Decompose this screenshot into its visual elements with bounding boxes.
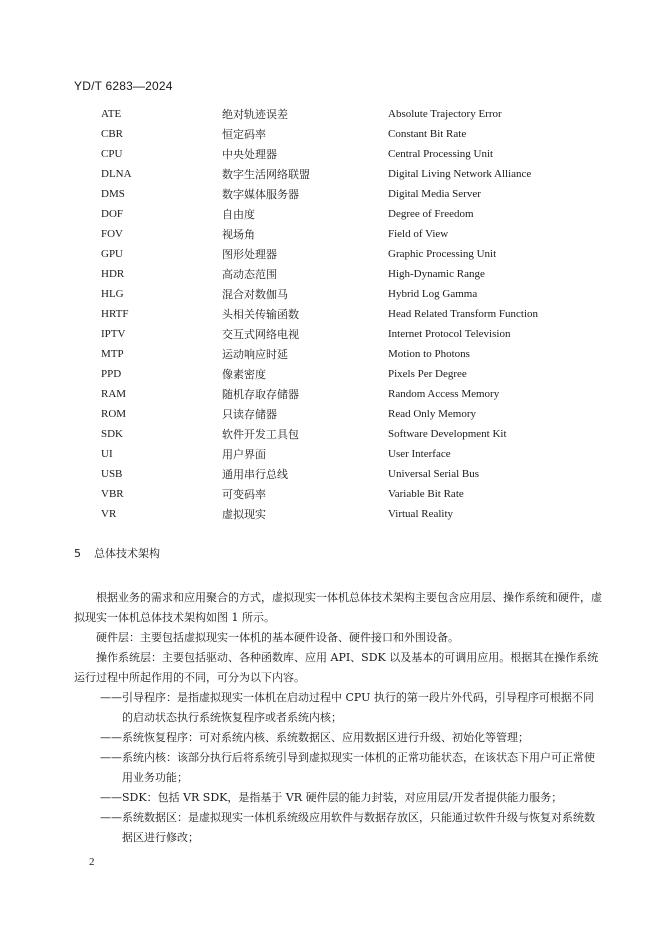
en-term-cell: Central Processing Unit [388,148,494,160]
list-item: ——系统恢复程序：可对系统内核、系统数据区、应用数据区进行升级、初始化等管理； [100,731,529,744]
table-row [101,144,621,164]
en-term-cell: Degree of Freedom [388,208,474,220]
en-term-cell: Universal Serial Bus [388,468,480,480]
cn-term-cell: 像素密度 [222,368,266,381]
section-title: 总体技术架构 [94,547,160,560]
paragraph: 根据业务的需求和应用聚合的方式，虚拟现实一体机总体技术架构主要包含应用层、操作系统和硬件，虚拟现实一体机总体技术架构如图 1 所示。 [74,591,602,624]
en-term-cell: Variable Bit Rate [388,488,464,500]
abbr-cell: DMS [101,188,125,200]
cn-term-cell: 虚拟现实 [222,508,266,521]
table-row [101,364,621,384]
en-term-cell: Field of View [388,228,449,240]
en-term-cell: Read Only Memory [388,408,476,420]
table-row [101,204,621,224]
table-row [101,424,621,444]
table-row [101,444,621,464]
paragraph: 硬件层：主要包括虚拟现实一体机的基本硬件设备、硬件接口和外围设备。 [96,631,459,644]
en-term-cell: Internet Protocol Television [388,328,511,340]
en-term-cell: Software Development Kit [388,428,507,440]
table-row [101,104,621,124]
en-term-cell: Hybrid Log Gamma [388,288,478,300]
abbr-cell: SDK [101,428,124,440]
en-term-cell: High-Dynamic Range [388,268,485,280]
abbr-cell: VBR [101,488,124,500]
abbr-cell: IPTV [101,328,126,340]
abbr-cell: HDR [101,268,125,280]
abbr-cell: UI [101,448,113,460]
abbr-cell: PPD [101,368,122,380]
cn-term-cell: 中央处理器 [222,148,277,161]
cn-term-cell: 头相关传输函数 [222,308,299,321]
section-heading [74,545,160,561]
table-row [101,224,621,244]
en-term-cell: Graphic Processing Unit [388,248,497,260]
en-term-cell: User Interface [388,448,451,460]
paragraph: 操作系统层：主要包括驱动、各种函数库、应用 API、SDK 以及基本的可调用应用。根据其在操作系统运行过程中所起作用的不同，可分为以下内容。 [74,651,599,684]
table-row [101,184,621,204]
cn-term-cell: 图形处理器 [222,248,277,261]
en-term-cell: Digital Media Server [388,188,481,200]
list-item: ——引导程序：是指虚拟现实一体机在启动过程中 CPU 执行的第一段片外代码，引导程序可根据不同的启动状态执行系统恢复程序或者系统内核； [100,691,594,724]
table-row [101,264,621,284]
list-item: ——SDK：包括 VR SDK，是指基于 VR 硬件层的能力封装，对应用层/开发者提供能力服务； [100,791,563,804]
cn-term-cell: 只读存储器 [222,408,277,421]
abbr-cell: ROM [101,408,127,420]
cn-term-cell: 自由度 [222,208,255,221]
cn-term-cell: 数字媒体服务器 [222,188,299,201]
abbr-cell: ATE [101,108,122,120]
list-item: ——系统内核：该部分执行后将系统引导到虚拟现实一体机的正常功能状态，在该状态下用户可正常使用业务功能； [100,751,595,784]
table-row [101,324,621,344]
en-term-cell: Absolute Trajectory Error [388,108,502,120]
section-body [74,588,604,848]
en-term-cell: Constant Bit Rate [388,128,467,140]
abbr-cell: RAM [101,388,127,400]
cn-term-cell: 高动态范围 [222,268,277,281]
table-row [101,244,621,264]
cn-term-cell: 恒定码率 [222,128,266,141]
abbr-cell: USB [101,468,123,480]
table-row [101,284,621,304]
cn-term-cell: 交互式网络电视 [222,328,299,341]
abbr-cell: DOF [101,208,124,220]
abbr-cell: FOV [101,228,124,240]
en-term-cell: Virtual Reality [388,508,454,520]
table-row [101,344,621,364]
cn-term-cell: 通用串行总线 [222,468,288,481]
abbr-cell: GPU [101,248,124,260]
en-term-cell: Motion to Photons [388,348,470,360]
abbr-cell: CBR [101,128,124,140]
abbr-cell: HLG [101,288,124,300]
table-row [101,484,621,504]
cn-term-cell: 随机存取存储器 [222,388,299,401]
abbr-cell: HRTF [101,308,129,320]
abbr-cell: MTP [101,348,124,360]
page-number: 2 [89,856,95,868]
cn-term-cell: 可变码率 [222,488,266,501]
section-number: 5 [74,547,81,560]
en-term-cell: Random Access Memory [388,388,500,400]
abbr-cell: CPU [101,148,123,160]
table-row [101,164,621,184]
table-row [101,464,621,484]
cn-term-cell: 运动响应时延 [222,348,288,361]
cn-term-cell: 混合对数伽马 [222,288,288,301]
abbreviation-table [101,104,621,524]
list-item: ——系统数据区：是虚拟现实一体机系统级应用软件与数据存放区，只能通过软件升级与恢复对系统数据区进行修改； [100,811,595,844]
cn-term-cell: 软件开发工具包 [222,428,299,441]
abbr-cell: VR [101,508,117,520]
en-term-cell: Head Related Transform Function [388,308,539,320]
table-row [101,124,621,144]
abbr-cell: DLNA [101,168,132,180]
cn-term-cell: 用户界面 [222,448,266,461]
table-row [101,504,621,524]
table-row [101,304,621,324]
cn-term-cell: 视场角 [222,228,255,241]
en-term-cell: Digital Living Network Alliance [388,168,532,180]
en-term-cell: Pixels Per Degree [388,368,467,380]
table-row [101,404,621,424]
cn-term-cell: 绝对轨迹误差 [222,108,288,121]
table-row [101,384,621,404]
standard-code-header: YD/T 6283—2024 [74,79,173,93]
cn-term-cell: 数字生活网络联盟 [222,168,310,181]
